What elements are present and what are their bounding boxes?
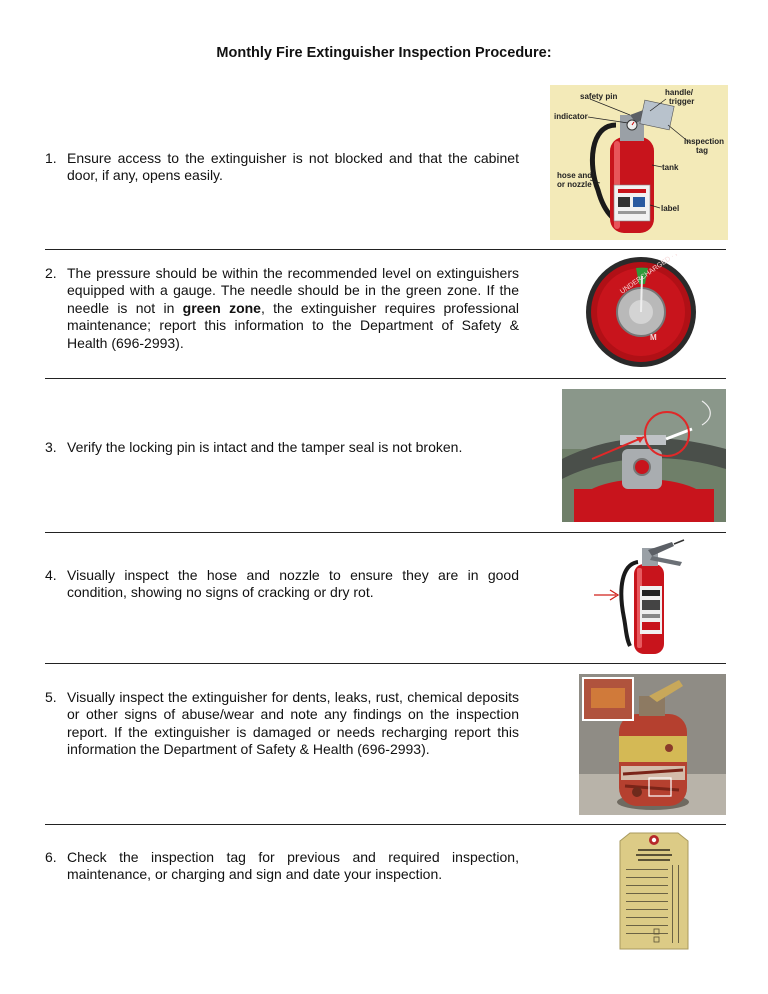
divider: [45, 824, 726, 825]
hose-nozzle-photo: [590, 538, 688, 658]
label-inspection: inspection: [684, 137, 725, 146]
label-handle: handle/: [665, 88, 694, 97]
locking-pin-photo: [562, 389, 726, 522]
step-text: [67, 265, 519, 352]
label-indicator: indicator: [554, 112, 588, 121]
label-nozzle: or nozzle: [557, 180, 592, 189]
step-number: 6.: [45, 849, 57, 865]
label-tag: tag: [696, 146, 708, 155]
label-safety-pin: safety pin: [580, 92, 618, 101]
step-text: Verify the locking pin is intact and the tamper seal is not broken.: [67, 439, 463, 455]
page-title: Monthly Fire Extinguisher Inspection Procedure:: [216, 45, 552, 61]
step-number: 2.: [45, 265, 57, 281]
label-label: label: [661, 204, 680, 213]
step-number: 4.: [45, 567, 57, 583]
step-1: [45, 150, 519, 185]
step-text: Visually inspect the extinguisher for dents, leaks, rust, chemical deposits or other signs of abuse/wear and note any findings on the inspection report. If the extinguisher is damaged or needs recharging report this information the Department of Safety & Health (696-2993).: [67, 689, 519, 758]
damaged-extinguisher-photo: [579, 674, 726, 815]
label-tank: tank: [662, 163, 679, 172]
step-2: [45, 265, 519, 352]
step-text: Ensure access to the extinguisher is not blocked and that the cabinet door, if any, opens easily.: [67, 150, 519, 184]
divider: [45, 532, 726, 533]
step-number: 3.: [45, 439, 57, 455]
gauge-arc-text: UNDERCHARGED ·: [619, 254, 676, 296]
step-text-part: The pressure should be within the recommended level on extinguishers equipped with a gauge. The needle should be in the green zone. If the needle is not in: [67, 265, 519, 316]
step-number: 5.: [45, 689, 57, 705]
label-trigger: trigger: [669, 97, 695, 106]
divider: [45, 663, 726, 664]
label-hose: hose and/: [557, 171, 595, 180]
pressure-gauge-photo: [578, 254, 704, 370]
divider: [45, 249, 726, 250]
step-text: Visually inspect the hose and nozzle to ensure they are in good condition, showing no signs of cracking or dry rot.: [67, 567, 519, 601]
step-number: 1.: [45, 150, 57, 166]
step-3: [45, 439, 519, 456]
extinguisher-parts-diagram: [550, 85, 728, 240]
divider: [45, 378, 726, 379]
gauge-letter: M: [650, 333, 657, 342]
step-text: Check the inspection tag for previous and required inspection, maintenance, or charging and sign and date your inspection.: [67, 849, 519, 883]
inspection-tag-photo: [618, 829, 690, 951]
step-4: [45, 567, 519, 602]
step-6: [45, 849, 519, 884]
step-5: [45, 689, 519, 759]
step-text-part: , the extinguisher requires professional maintenance; report this information to the Department of Safety & Health (696-2993).: [67, 299, 520, 351]
green-zone-emphasis: green zone: [182, 299, 261, 316]
